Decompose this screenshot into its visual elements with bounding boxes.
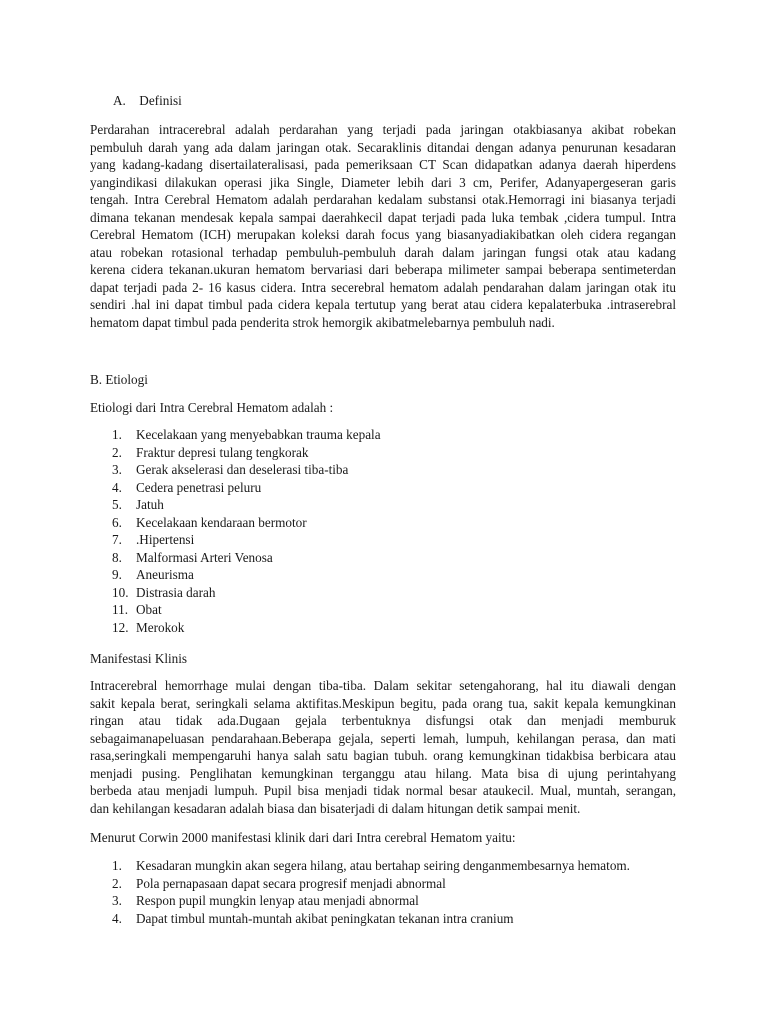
paragraph-line: yang kadang-kadang disertailateralisasi, pada pemeriksaan CT Scan didapatkan adanya daerah hiperdens — [90, 157, 676, 172]
list-item-text: Obat — [136, 602, 162, 617]
paragraph-line: ringan atau tidak ada.Dugaan gejala terbentuknya disfungsi otak dan menjadi memburuk — [90, 713, 676, 728]
list-item-number: 4. — [112, 910, 122, 926]
list-item-text: Malformasi Arteri Venosa — [136, 549, 273, 565]
paragraph-line: dimana tekanan mendesak kepala sampai daerahkecil dapat terjadi pada luka tembak ,cidera tumpul. Intra — [90, 209, 676, 225]
list-item-text: Dapat timbul muntah-muntah akibat peningkatan tekanan intra cranium — [136, 910, 514, 926]
list-item-number: 2. — [112, 875, 122, 891]
paragraph-line: pembuluh darah yang ada dalam jaringan otak. Secaraklinis ditandai dengan adanya penurunan kesadaran — [90, 139, 676, 155]
list-item-number: 12. — [112, 619, 129, 635]
list-item-text: .Hipertensi — [136, 532, 195, 547]
list-item-number: 6. — [112, 514, 122, 530]
corwin-intro: Menurut Corwin 2000 manifestasi klinik dari dari Intra cerebral Hematom yaitu: — [90, 830, 516, 845]
paragraph-line: tengah. Intra Cerebral Hematom adalah perdarahan kedalam substansi otak.Hemorragi ini biasanya terjadi — [90, 192, 676, 207]
list-item-number: 7. — [112, 532, 122, 547]
paragraph-line: Intracerebral hemorrhage mulai dengan tiba-tiba. Dalam sekitar setengahorang, hal itu diawali dengan — [90, 678, 676, 693]
section-a-label: A. — [113, 93, 126, 108]
list-item-text: Merokok — [136, 619, 185, 635]
paragraph-line: Perdarahan intracerebral adalah perdarahan yang terjadi pada jaringan otakbiasanya akibat robekan — [90, 122, 676, 137]
list-item-number: 5. — [112, 497, 122, 512]
list-item-text: Distrasia darah — [136, 584, 216, 600]
definition-paragraph — [90, 121, 676, 331]
paragraph-line: hematom dapat timbul pada penderita strok hemorgik akibatmelebarnya pembuluh nadi. — [90, 314, 555, 330]
list-item-text: Cedera penetrasi peluru — [136, 479, 262, 495]
list-item-text: Aneurisma — [136, 567, 194, 582]
list-item-text: Respon pupil mungkin lenyap atau menjadi abnormal — [136, 893, 419, 908]
manifestation-paragraph — [90, 677, 676, 817]
list-item-text: Gerak akselerasi dan deselerasi tiba-tiba — [136, 462, 349, 477]
list-item-number: 9. — [112, 567, 122, 582]
list-item-number: 3. — [112, 462, 122, 477]
list-item-number: 2. — [112, 444, 122, 460]
list-item-text: Fraktur depresi tulang tengkorak — [136, 444, 309, 460]
section-c-heading: Manifestasi Klinis — [90, 651, 188, 666]
section-b-heading: B. Etiologi — [90, 372, 148, 387]
list-item-text: Kecelakaan kendaraan bermotor — [136, 514, 307, 530]
paragraph-line: yangindikasi dilakukan operasi jika Single, Diameter lebih dari 3 cm, Perifer, Adanyapergeseran garis — [90, 174, 676, 190]
paragraph-line: dan kehilangan kesadaran adalah biasa dan bisaterjadi di dalam hitungan detik sampai menit. — [90, 800, 581, 816]
list-item-number: 1. — [112, 858, 122, 873]
paragraph-line: Cerebral Hematom (ICH) merupakan koleksi darah focus yang biasanyadiakibatkan oleh cidera regangan — [90, 227, 676, 242]
paragraph-line: kerena cidera tekanan.ukuran hematom bervariasi dari beberapa milimeter sampai beberapa sentimeterdan — [90, 262, 676, 277]
paragraph-line: sakit kepala berat, seringkali selama aktifitas.Meskipun begitu, pada orang tua, sakit kepala kemungkinan — [90, 695, 676, 711]
section-a-heading — [113, 92, 182, 110]
list-item-number: 1. — [112, 427, 122, 442]
list-item-number: 8. — [112, 549, 122, 565]
list-item-text: Kecelakaan yang menyebabkan trauma kepala — [136, 427, 381, 442]
paragraph-line: rasa,seringkali mempengaruhi hanya salah satu bagian tubuh. orang kemungkinan tidakbisa berbicara atau — [90, 748, 676, 763]
paragraph-line: atau robekan rotasional terhadap pembuluh-pembuluh darah dalam jaringan fungsi otak atau kadang — [90, 244, 676, 260]
list-item-number: 4. — [112, 479, 122, 495]
paragraph-line: berbeda atau menjadi lumpuh. Pupil bisa menjadi tidak normal besar ataukecil. Mual, muntah, serangan, — [90, 783, 676, 798]
paragraph-line: menjadi pusing. Penglihatan kemungkinan terganggu atau hilang. Mata bisa di ujung perintahyang — [90, 765, 676, 781]
section-a-title: Definisi — [139, 93, 182, 108]
paragraph-line: dapat terjadi pada 2- 16 kasus cidera. Intra secerebral hematom adalah pendarahan dalam jaringan otak itu — [90, 279, 676, 295]
paragraph-line: sebagaimanapeluasan pendarahaan.Beberapa gejala, seperti lemah, lumpuh, kehilangan perasa, dan mati — [90, 730, 676, 746]
list-item-number: 3. — [112, 893, 122, 908]
list-item-text: Pola pernapasaan dapat secara progresif menjadi abnormal — [136, 875, 446, 891]
list-item-text: Jatuh — [136, 497, 164, 512]
etiology-intro: Etiologi dari Intra Cerebral Hematom adalah : — [90, 400, 334, 415]
paragraph-line: sendiri .hal ini dapat timbul pada cidera kepala tertutup yang berat atau cidera kepalaterbuka .intraserebral — [90, 297, 676, 312]
list-item-number: 10. — [112, 584, 129, 600]
list-item-number: 11. — [112, 602, 128, 617]
list-item-text: Kesadaran mungkin akan segera hilang, atau bertahap seiring denganmembesarnya hematom. — [136, 858, 630, 873]
